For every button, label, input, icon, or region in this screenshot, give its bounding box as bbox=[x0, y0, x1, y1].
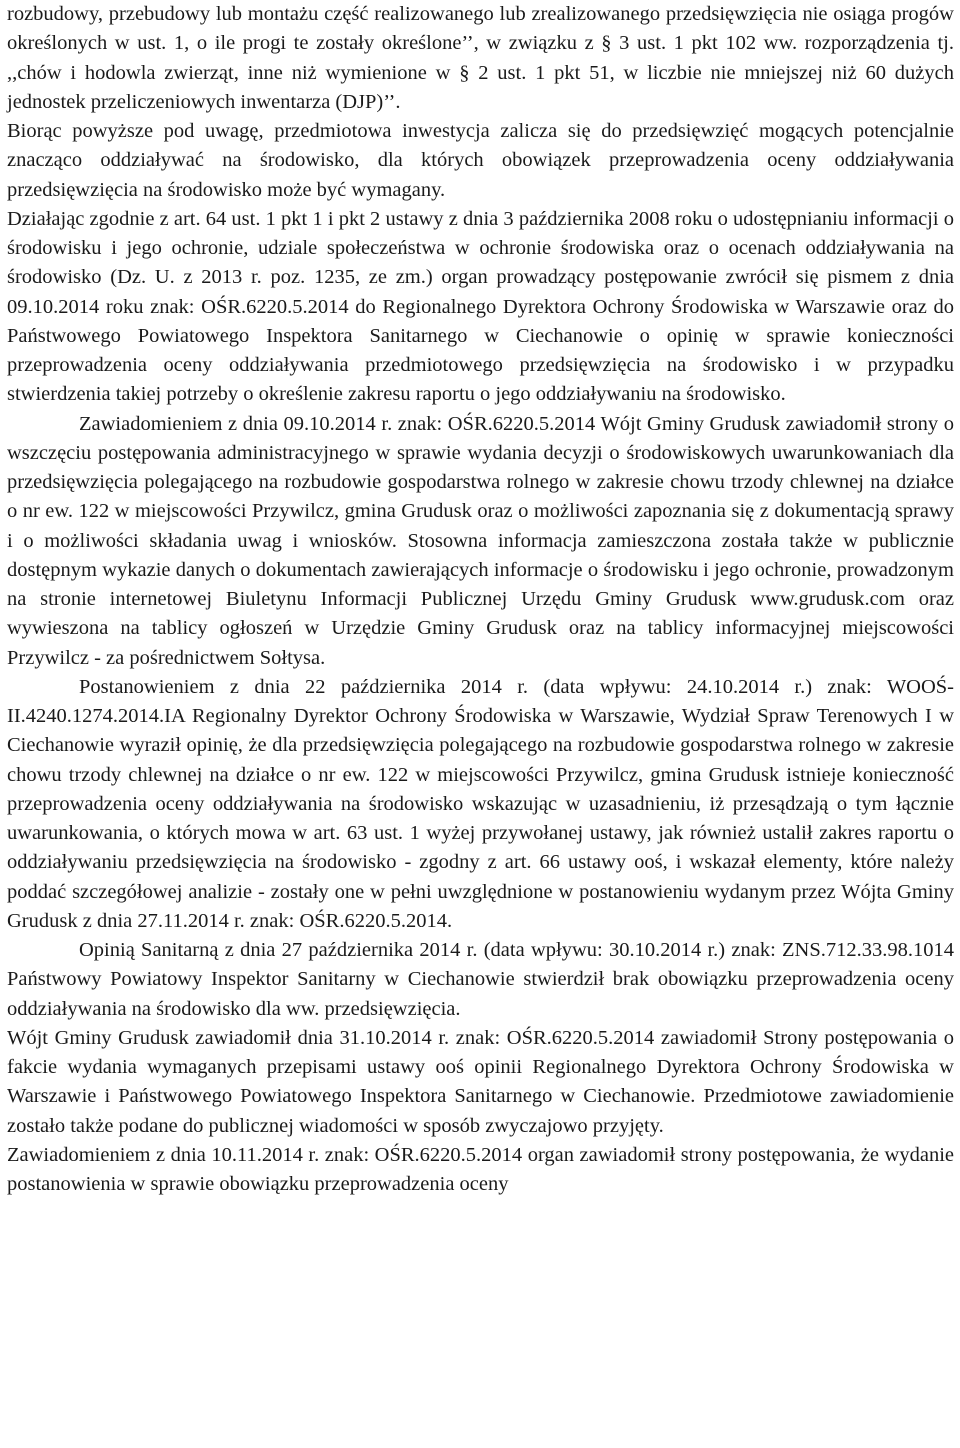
paragraph-sanitary-opinion: Opinią Sanitarną z dnia 27 października 2014 r. (data wpływu: 30.10.2014 r.) znak: ZNS.712.33.98.1014 Państwowy Powiatowy Inspektor Sanitarny w Ciechanowie stwierdził brak obowiązku przeprowadzenia oceny oddziaływania na środowisko dla ww. przedsięwzięcia. bbox=[7, 939, 954, 1020]
paragraph-authority-request: Działając zgodnie z art. 64 ust. 1 pkt 1 i pkt 2 ustawy z dnia 3 października 2008 roku o udostępnianiu informacji o środowisku i jego ochronie, udziale społeczeństwa w ochronie środowiska oraz o ocenach oddziaływania na środowisko (Dz. U. z 2013 r. poz. 1235, ze zm.) organ prowadzący postępowanie zwrócił się pismem z dnia 09.10.2014 roku znak: OŚR.6220.5.2014 do Regionalnego Dyrektora Ochrony Środowiska w Warszawie oraz do Państwowego Powiatowego Inspektora Sanitarnego w Ciechanowie o opinię w sprawie konieczności przeprowadzenia oceny oddziaływania przedmiotowego przedsięwzięcia na środowisko i w przypadku stwierdzenia takiej potrzeby o określenie zakresu raportu o jego oddziaływaniu na środowisko. bbox=[7, 207, 954, 406]
paragraph-final-notice: Zawiadomieniem z dnia 10.11.2014 r. znak: OŚR.6220.5.2014 organ zawiadomił strony postępowania, że wydanie postanowienia w sprawie obowiązku przeprowadzenia oceny bbox=[7, 1143, 954, 1195]
paragraph-notification-parties: Zawiadomieniem z dnia 09.10.2014 r. znak: OŚR.6220.5.2014 Wójt Gminy Grudusk zawiadomił strony o wszczęciu postępowania administracyjnego w sprawie wydania decyzji o środowiskowych uwarunkowaniach dla przedsięwzięcia polegającego na rozbudowie gospodarstwa rolnego w zakresie chowu trzody chlewnej na działce o nr ew. 122 w miejscowości Przywilcz, gmina Grudusk oraz o możliwości zapoznania się z dokumentacją sprawy i o możliwości składania uwag i wniosków. Stosowna informacja zamieszczona została także w publicznie dostępnym wykazie danych o dokumentach zawierających informacje o środowisku i jego ochronie, prowadzonym na stronie internetowej Biuletynu Informacji Publicznej Urzędu Gminy Grudusk www.grudusk.com oraz wywieszona na tablicy ogłoszeń w Urzędzie Gminy Grudusk oraz na tablicy informacyjnej miejscowości Przywilcz - za pośrednictwem Sołtysa. bbox=[7, 412, 954, 669]
paragraph-potential-impact: Biorąc powyższe pod uwagę, przedmiotowa inwestycja zalicza się do przedsięwzięć mogących potencjalnie znacząco oddziaływać na środowisko, dla których obowiązek przeprowadzenia oceny oddziaływania przedsięwzięcia na środowisko może być wymagany. bbox=[7, 120, 954, 201]
paragraph-opinions-notice: Wójt Gminy Grudusk zawiadomił dnia 31.10.2014 r. znak: OŚR.6220.5.2014 zawiadomił Strony postępowania o fakcie wydania wymaganych przepisami ustawy ooś opinii Regionalnego Dyrektora Ochrony Środowiska w Warszawie i Państwowego Powiatowego Inspektora Sanitarnego w Ciechanowie. Przedmiotowe zawiadomienie zostało także podane do publicznej wiadomości w sposób zwyczajowo przyjęty. bbox=[7, 1026, 954, 1137]
paragraph-regulation-threshold: rozbudowy, przebudowy lub montażu część realizowanego lub zrealizowanego przedsięwzięcia nie osiąga progów określonych w ust. 1, o ile progi te zostały określone’’, w związku z § 3 ust. 1 pkt 102 ww. rozporządzenia tj. ,,chów i hodowla zwierząt, inne niż wymienione w § 2 ust. 1 pkt 51, w liczbie nie mniejszej niż 60 dużych jednostek przeliczeniowych inwentarza (DJP)’’. bbox=[7, 3, 954, 113]
paragraph-rdos-resolution: Postanowieniem z dnia 22 października 2014 r. (data wpływu: 24.10.2014 r.) znak: WOOŚ-II.4240.1274.2014.IA Regionalny Dyrektor Ochrony Środowiska w Warszawie, Wydział Spraw Terenowych I w Ciechanowie wyraził opinię, że dla przedsięwzięcia polegającego na rozbudowie gospodarstwa rolnego w zakresie chowu trzody chlewnej na działce o nr ew. 122 w miejscowości Przywilcz, gmina Grudusk istnieje konieczność przeprowadzenia oceny oddziaływania na środowisko wskazując w uzasadnieniu, iż przesądzają o tym łącznie uwarunkowania, o których mowa w art. 63 ust. 1 wyżej przywołanej ustawy, jak również ustalił zakres raportu o oddziaływaniu przedsięwzięcia na środowisko - zgodny z art. 66 ustawy ooś, i wskazał elementy, które należy poddać szczegółowej analizie - zostały one w pełni uwzględnione w postanowieniu wydanym przez Wójta Gminy Grudusk z dnia 27.11.2014 r. znak: OŚR.6220.5.2014. bbox=[7, 675, 954, 932]
